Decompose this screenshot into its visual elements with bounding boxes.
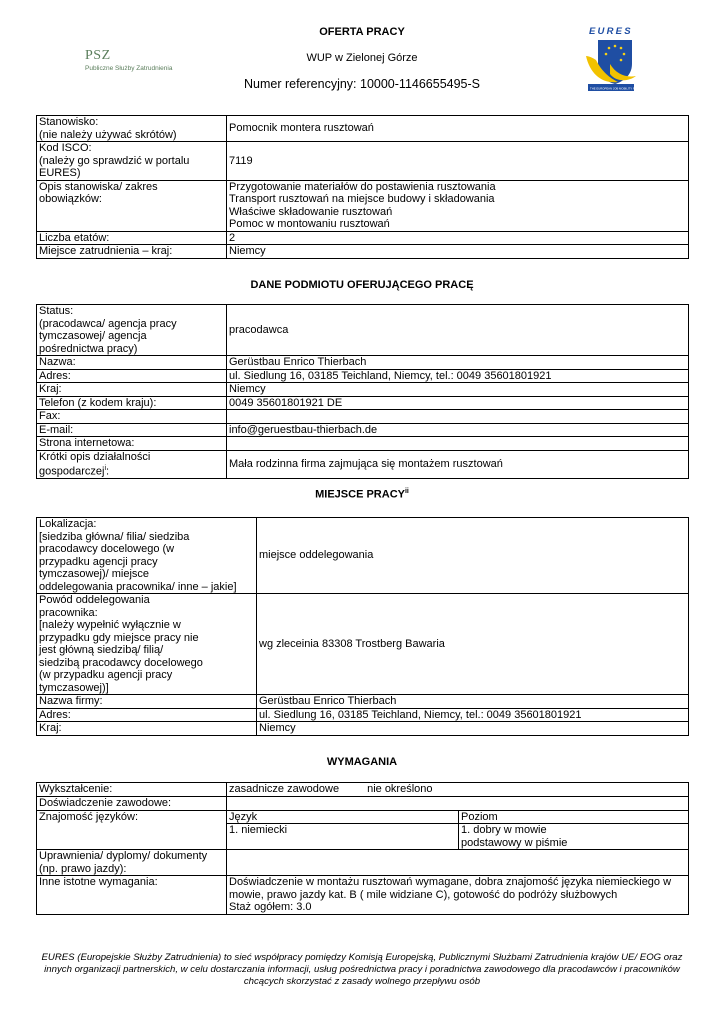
- workplace-heading: [0, 488, 724, 501]
- qualifications-label: Uprawnienia/ dyplomy/ dokumenty (np. prawo jazdy):: [37, 850, 227, 876]
- table-row: [37, 180, 689, 231]
- level-column-header: Poziom: [459, 810, 689, 824]
- experience-value: [227, 797, 689, 811]
- job-position-value: Pomocnik montera rusztowań: [227, 116, 689, 142]
- employer-email-label: E-mail:: [37, 423, 227, 437]
- education-label: Wykształcenie:: [37, 783, 227, 797]
- positions-count-value: 2: [227, 231, 689, 245]
- employer-website-label: Strona internetowa:: [37, 437, 227, 451]
- positions-count-label: Liczba etatów:: [37, 231, 227, 245]
- workplace-address-value: ul. Siedlung 16, 03185 Teichland, Niemcy, tel.: 0049 35601801921: [257, 708, 689, 722]
- requirements-heading: WYMAGANIA: [326, 756, 398, 768]
- table-row: [37, 450, 689, 479]
- table-row: [37, 783, 689, 797]
- education-level: zasadnicze zawodowe: [229, 783, 340, 795]
- status-label: Status: (pracodawca/ agencja pracy tymczasowej/ agencja pośrednictwa pracy): [37, 305, 227, 356]
- table-row: [37, 245, 689, 259]
- table-row: [37, 410, 689, 424]
- employer-heading: DANE PODMIOTU OFERUJĄCEGO PRACĘ: [250, 279, 474, 291]
- psz-logo: [85, 48, 172, 72]
- table-row: [37, 116, 689, 142]
- company-name-label: Nazwa firmy:: [37, 695, 257, 709]
- workplace-heading-text: MIEJSCE PRACY: [315, 488, 405, 501]
- table-row: [37, 876, 689, 915]
- eures-caption: THE EUROPEAN JOB MOBILITY PORTAL: [590, 86, 640, 91]
- employer-name-label: Nazwa:: [37, 356, 227, 370]
- delegation-reason-value: wg zleceinia 83308 Trostberg Bawaria: [257, 594, 689, 695]
- reference-number: Numer referencyjny: 10000-1146655495-S: [243, 77, 481, 91]
- psz-logo-name: PSZ: [85, 48, 111, 63]
- employer-fax-value: [227, 410, 689, 424]
- table-row: [37, 850, 689, 876]
- employer-fax-label: Fax:: [37, 410, 227, 424]
- table-row: [37, 305, 689, 356]
- job-description-label: Opis stanowiska/ zakres obowiązków:: [37, 180, 227, 231]
- employer-phone-label: Telefon (z kodem kraju):: [37, 396, 227, 410]
- employer-country-label: Kraj:: [37, 383, 227, 397]
- table-row: [37, 423, 689, 437]
- employment-country-label: Miejsce zatrudnienia – kraj:: [37, 245, 227, 259]
- employer-country-value: Niemcy: [227, 383, 689, 397]
- location-label: Lokalizacja: [siedziba główna/ filia/ siedziba pracodawcy docelowego (w przypadku agencji pracy tymczasowej)/ miejsce oddelegowania pracownika/ inne – jakie]: [37, 518, 257, 594]
- job-table: [36, 115, 689, 259]
- other-requirements-value: Doświadczenie w montażu rusztowań wymagane, dobra znajomość języka niemieckiego w mowie, prawo jazdy kat. B ( mile widziane C), gotowość do podróży służbowych Staż ogółem: 3.0: [227, 876, 689, 915]
- company-name-value: Gerüstbau Enrico Thierbach: [257, 695, 689, 709]
- status-value: pracodawca: [227, 305, 689, 356]
- document-title: OFERTA PRACY: [319, 26, 405, 38]
- qualifications-value: [227, 850, 689, 876]
- language-column-header: Język: [227, 810, 459, 824]
- delegation-reason-label: Powód oddelegowania pracownika: [należy wypełnić wyłącznie w przypadku gdy miejsce pracy nie jest główną siedzibą/ filią/ siedzibą pracodawcy docelowego (w przypadku agencji pracy tymczasowej)]: [37, 594, 257, 695]
- table-row: [37, 142, 689, 181]
- employer-address-value: ul. Siedlung 16, 03185 Teichland, Niemcy, tel.: 0049 35601801921: [227, 369, 689, 383]
- table-row: [37, 797, 689, 811]
- job-description-value: Przygotowanie materiałów do postawienia rusztowania Transport rusztowań na miejsce budowy i składowania Właściwe składowanie rusztowań Pomoc w montowaniu rusztowań: [227, 180, 689, 231]
- table-row: [37, 231, 689, 245]
- business-description-value: Mała rodzinna firma zajmująca się montażem rusztowań: [227, 450, 689, 479]
- business-description-label-colon: :: [106, 465, 110, 478]
- languages-label: Znajomość języków:: [37, 810, 227, 850]
- job-position-label: Stanowisko: (nie należy używać skrótów): [37, 116, 227, 142]
- workplace-address-label: Adres:: [37, 708, 257, 722]
- employer-name-value: Gerüstbau Enrico Thierbach: [227, 356, 689, 370]
- table-row: [37, 594, 689, 695]
- business-description-label: [37, 450, 227, 479]
- table-row: [37, 396, 689, 410]
- education-value: [227, 783, 689, 797]
- employer-email-value: info@geruestbau-thierbach.de: [227, 423, 689, 437]
- table-row: [37, 708, 689, 722]
- employer-phone-value: 0049 35601801921 DE: [227, 396, 689, 410]
- language-value: 1. niemiecki: [227, 824, 459, 850]
- table-row: [37, 722, 689, 736]
- employer-table: [36, 304, 689, 479]
- isco-value: 7119: [227, 142, 689, 181]
- experience-label: Doświadczenie zawodowe:: [37, 797, 227, 811]
- eures-wordmark: EURES: [589, 26, 633, 37]
- location-value: miejsce oddelegowania: [257, 518, 689, 594]
- table-row: [37, 356, 689, 370]
- education-extra: nie określono: [367, 783, 433, 795]
- eures-logo: [580, 24, 640, 94]
- office-name: WUP w Zielonej Górze: [306, 52, 418, 64]
- table-row: [37, 518, 689, 594]
- workplace-table: [36, 517, 689, 736]
- isco-label: Kod ISCO: (należy go sprawdzić w portalu EURES): [37, 142, 227, 181]
- eures-emblem-icon: [580, 24, 640, 94]
- workplace-country-value: Niemcy: [257, 722, 689, 736]
- table-row: [37, 810, 689, 824]
- requirements-table: [36, 782, 689, 915]
- other-requirements-label: Inne istotne wymagania:: [37, 876, 227, 915]
- level-value: 1. dobry w mowie podstawowy w piśmie: [459, 824, 689, 850]
- table-row: [37, 369, 689, 383]
- footnote-marker: i: [104, 465, 106, 472]
- footnote-marker: ii: [404, 488, 409, 495]
- business-description-label-text: Krótki opis działalności gospodarczej: [39, 450, 151, 478]
- employer-address-label: Adres:: [37, 369, 227, 383]
- workplace-country-label: Kraj:: [37, 722, 257, 736]
- table-row: [37, 695, 689, 709]
- footer-note: EURES (Europejskie Służby Zatrudnienia) to sieć współpracy pomiędzy Komisją Europejską, Publicznymi Służbami Zatrudnienia krajów UE/ EOG oraz innych organizacji partnerskich, w celu dostarczania informacji, usług pośrednictwa pracy i poradnictwa zawodowego dla pracodawców i pracowników chcących skorzystać z zasady wolnego przepływu osób: [41, 952, 683, 987]
- table-row: [37, 437, 689, 451]
- table-row: [37, 383, 689, 397]
- employment-country-value: Niemcy: [227, 245, 689, 259]
- employer-website-value: [227, 437, 689, 451]
- psz-logo-subtitle: Publiczne Służby Zatrudnienia: [85, 65, 173, 72]
